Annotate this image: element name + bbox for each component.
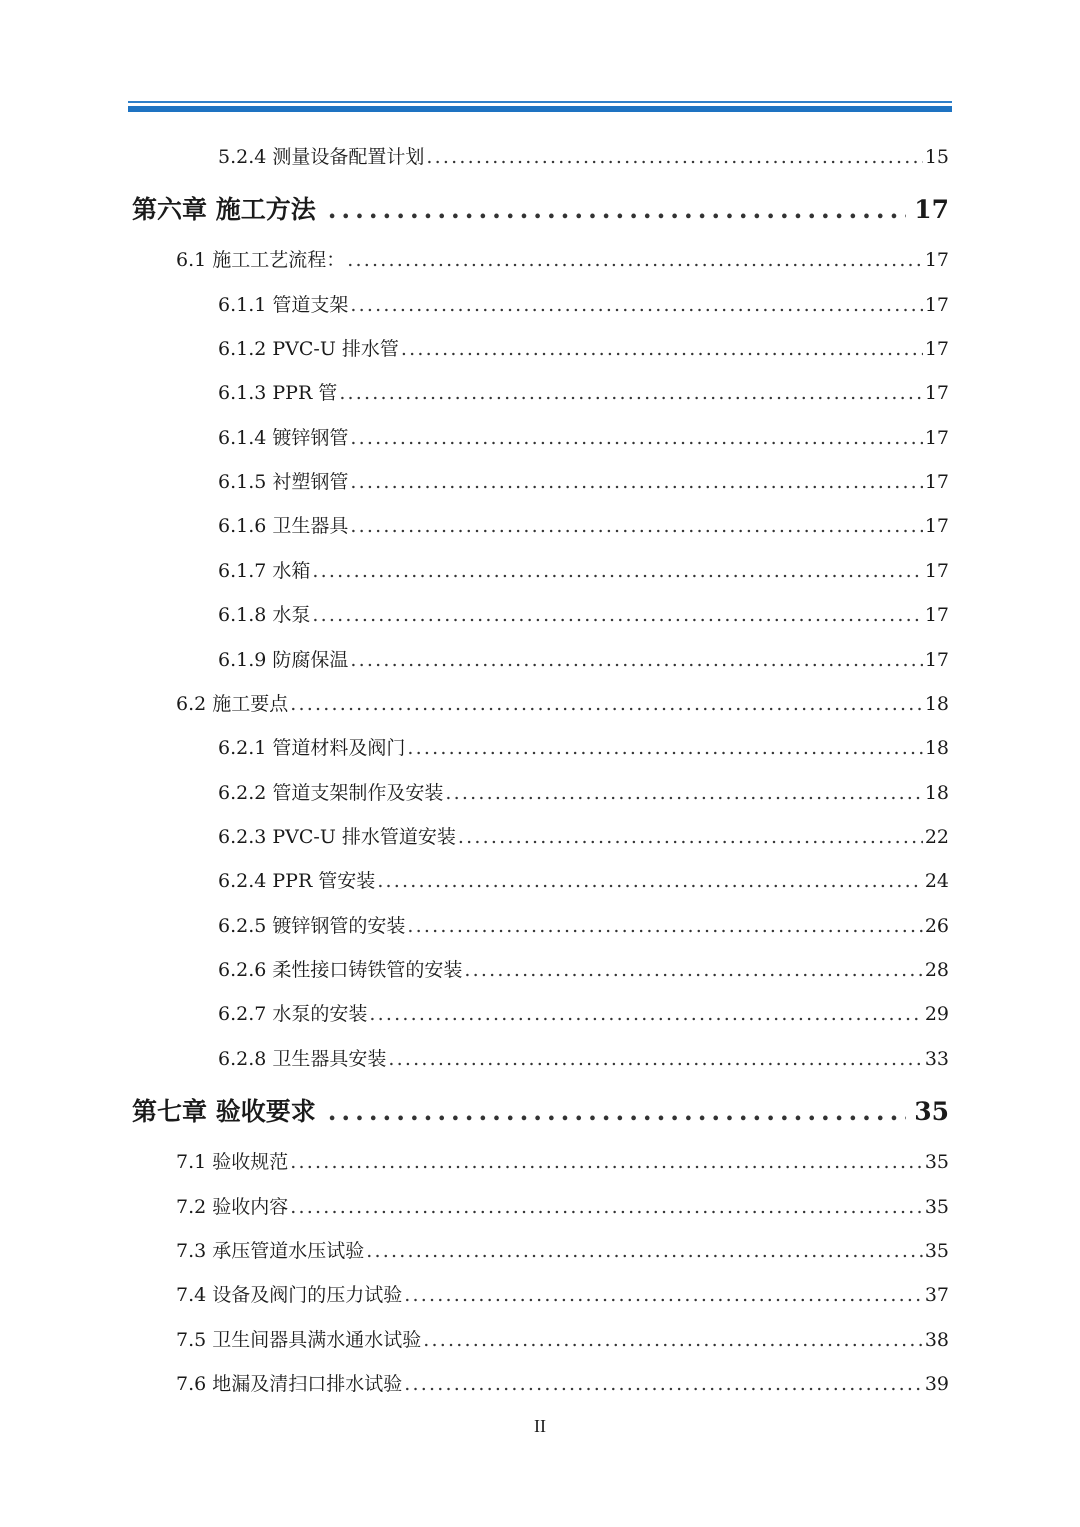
- toc-page-number: 35: [924, 1151, 949, 1173]
- toc-entry[interactable]: [218, 822, 949, 849]
- toc-entry-title: 7.2 验收内容: [176, 1196, 289, 1218]
- toc-entry-title: 6.1.5 衬塑钢管: [218, 471, 349, 493]
- header-rule-thick: [128, 106, 952, 112]
- toc-chapter[interactable]: [132, 190, 949, 226]
- toc-dot-leader: [347, 249, 923, 271]
- toc-dot-leader: [312, 560, 922, 582]
- toc-entry[interactable]: [218, 378, 949, 405]
- toc-entry[interactable]: [218, 142, 949, 169]
- toc-dot-leader: [404, 1373, 923, 1395]
- toc-dot-leader: [350, 471, 922, 493]
- toc-page-number: 17: [924, 471, 949, 493]
- toc-dot-leader: [350, 649, 922, 671]
- toc-page-number: 26: [924, 915, 949, 937]
- toc-page-number: 39: [924, 1373, 949, 1395]
- toc-page-number: 17: [924, 249, 949, 271]
- toc-dot-leader: [464, 959, 922, 981]
- toc-chapter[interactable]: [132, 1092, 949, 1128]
- toc-entry[interactable]: [176, 689, 949, 716]
- toc-entry[interactable]: [218, 290, 949, 317]
- toc-page-number: 28: [924, 959, 949, 981]
- toc-entry-title: 7.3 承压管道水压试验: [176, 1240, 365, 1262]
- toc-entry-title: 6.1.3 PPR 管: [218, 382, 338, 404]
- toc-page-number: 15: [924, 146, 949, 168]
- toc-entry-title: 6.1.1 管道支架: [218, 294, 349, 316]
- toc-entry[interactable]: [218, 911, 949, 938]
- toc-dot-leader: [290, 1151, 923, 1173]
- toc-page-number: 17: [924, 515, 949, 537]
- toc-dot-leader: [290, 1196, 923, 1218]
- toc-entry[interactable]: [176, 1325, 949, 1352]
- toc-dot-leader: [369, 1003, 922, 1025]
- toc-page-number: 18: [924, 693, 949, 715]
- toc-entry-title: 6.2.1 管道材料及阀门: [218, 737, 406, 759]
- page-number: II: [534, 1416, 546, 1436]
- toc-dot-leader: [350, 515, 922, 537]
- toc-entry-title: 6.2.4 PPR 管安装: [218, 870, 376, 892]
- toc-dot-leader: [426, 146, 922, 168]
- toc-entry[interactable]: [218, 423, 949, 450]
- toc-entry-title: 6.1 施工工艺流程：: [176, 249, 346, 271]
- toc-page-number: 17: [924, 649, 949, 671]
- toc-dot-leader: [423, 1329, 923, 1351]
- toc-entry-title: 6.1.4 镀锌钢管: [218, 427, 349, 449]
- toc-entry-title: 第六章 施工方法: [132, 195, 316, 224]
- toc-entry-title: 5.2.4 测量设备配置计划: [218, 146, 425, 168]
- toc-page-number: 17: [924, 382, 949, 404]
- toc-entry[interactable]: [218, 511, 949, 538]
- toc-entry-title: 6.1.6 卫生器具: [218, 515, 349, 537]
- toc-entry[interactable]: [218, 778, 949, 805]
- toc-entry[interactable]: [218, 955, 949, 982]
- toc-entry-title: 6.1.8 水泵: [218, 604, 311, 626]
- toc-dot-leader: [407, 915, 922, 937]
- toc-entry[interactable]: [218, 1044, 949, 1071]
- toc-entry-title: 6.2.3 PVC-U 排水管道安装: [218, 826, 456, 848]
- toc-entry-title: 6.1.2 PVC-U 排水管: [218, 338, 399, 360]
- toc-page-number: 35: [924, 1240, 949, 1262]
- toc-entry[interactable]: [218, 999, 949, 1026]
- toc-entry[interactable]: [218, 334, 949, 361]
- toc-dot-leader: [377, 870, 923, 892]
- toc-entry-title: 7.1 验收规范: [176, 1151, 289, 1173]
- toc-page-number: 17: [924, 294, 949, 316]
- toc-dot-leader: [312, 604, 922, 626]
- toc-page-number: 37: [924, 1284, 949, 1306]
- toc-entry-title: 6.1.9 防腐保温: [218, 649, 349, 671]
- toc-page-number: 38: [924, 1329, 949, 1351]
- toc-entry[interactable]: [218, 733, 949, 760]
- toc-entry-title: 6.2.8 卫生器具安装: [218, 1048, 387, 1070]
- toc-page-number: 33: [924, 1048, 949, 1070]
- toc-dot-leader: [290, 693, 923, 715]
- toc-entry[interactable]: [176, 1192, 949, 1219]
- toc-entry-title: 6.2 施工要点: [176, 693, 289, 715]
- toc-page-number: 22: [924, 826, 949, 848]
- toc-entry[interactable]: [218, 600, 949, 627]
- toc-page-number: 17: [924, 338, 949, 360]
- toc-dot-leader: [328, 195, 906, 224]
- toc-page-number: 35: [914, 1097, 949, 1126]
- toc-entry[interactable]: [176, 1147, 949, 1174]
- header-rule-thin: [128, 101, 952, 103]
- toc-entry-title: 6.2.5 镀锌钢管的安装: [218, 915, 406, 937]
- toc-dot-leader: [339, 382, 923, 404]
- toc-page-number: 17: [924, 604, 949, 626]
- toc-dot-leader: [388, 1048, 922, 1070]
- toc-entry[interactable]: [176, 1369, 949, 1396]
- toc-page-number: 18: [924, 737, 949, 759]
- toc-page-number: 17: [914, 195, 949, 224]
- toc-entry-title: 6.2.2 管道支架制作及安装: [218, 782, 444, 804]
- toc-dot-leader: [445, 782, 922, 804]
- toc-entry[interactable]: [176, 1236, 949, 1263]
- toc-entry-title: 6.2.6 柔性接口铸铁管的安装: [218, 959, 463, 981]
- toc-dot-leader: [404, 1284, 923, 1306]
- toc-entry-title: 7.6 地漏及清扫口排水试验: [176, 1373, 403, 1395]
- toc-dot-leader: [407, 737, 922, 759]
- toc-entry[interactable]: [218, 866, 949, 893]
- toc-dot-leader: [350, 294, 922, 316]
- toc-page-number: 29: [924, 1003, 949, 1025]
- toc-dot-leader: [401, 338, 923, 360]
- toc-dot-leader: [366, 1240, 923, 1262]
- toc-page-number: 18: [924, 782, 949, 804]
- toc-entry-title: 6.1.7 水箱: [218, 560, 311, 582]
- toc-dot-leader: [350, 427, 922, 449]
- toc-entry-title: 第七章 验收要求: [132, 1097, 316, 1126]
- toc-page-number: 35: [924, 1196, 949, 1218]
- toc-entry[interactable]: [218, 556, 949, 583]
- toc-page-number: 24: [924, 870, 949, 892]
- toc-entry-title: 6.2.7 水泵的安装: [218, 1003, 368, 1025]
- toc-entry-title: 7.4 设备及阀门的压力试验: [176, 1284, 403, 1306]
- toc-entry[interactable]: [218, 645, 949, 672]
- toc-page-number: 17: [924, 560, 949, 582]
- toc-entry[interactable]: [176, 1280, 949, 1307]
- toc-dot-leader: [328, 1097, 906, 1126]
- toc-entry[interactable]: [218, 467, 949, 494]
- toc-dot-leader: [458, 826, 923, 848]
- toc-entry[interactable]: [176, 245, 949, 272]
- toc-page-number: 17: [924, 427, 949, 449]
- toc-entry-title: 7.5 卫生间器具满水通水试验: [176, 1329, 422, 1351]
